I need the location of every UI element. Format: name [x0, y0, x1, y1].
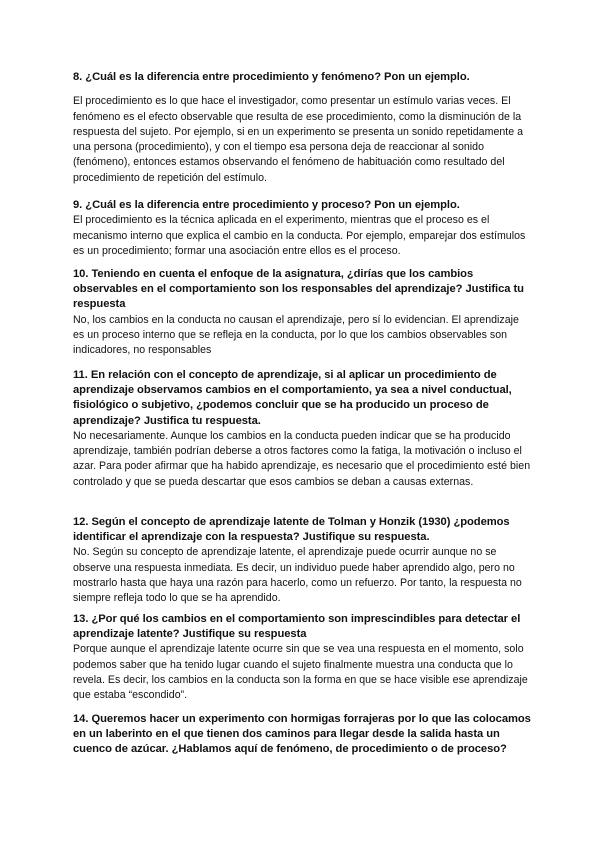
question-11: 11. En relación con el concepto de aprendizaje, si al aplicar un procedimiento de aprendizaje observamos cambios en el comportamiento, ya sea a nivel conductual, fisiológico o subjetivo, ¿podemos concluir que se ha producido un proceso de aprendizaje? Justifica tu respuesta. [73, 369, 512, 427]
question-10: 10. Teniendo en cuenta el enfoque de la asignatura, ¿dirías que los cambios observables en el comportamiento son los responsables del aprendizaje? Justifica tu respuesta [73, 268, 524, 311]
answer-13: Porque aunque el aprendizaje latente ocurre sin que se vea una respuesta en el momento, solo podemos saber que ha tenido lugar cuando el sujeto finalmente muestra una conducta que lo revela. Es decir, los cambios en la conducta son la forma en que se hace visible ese aprendizaje que estaba “escondido”. [73, 643, 528, 702]
question-block-14 [73, 712, 533, 758]
answer-11: No necesariamente. Aunque los cambios en la conducta pueden indicar que se ha producido aprendizaje, también podrían deberse a otros factores como la fatiga, la motivación o incluso el azar. Para poder afirmar que ha habido aprendizaje, es necesario que el procedimiento esté bien controlado y que se pueda descartar que esos cambios se deban a causas externas. [73, 429, 531, 488]
question-14: 14. Queremos hacer un experimento con hormigas forrajeras por lo que las colocamos en un laberinto en el que tienen dos caminos para llegar desde la salida hasta un cuenco de azúcar. ¿Hablamos aquí de fenómeno, de procedimiento o de proceso? [73, 713, 531, 756]
question-13: 13. ¿Por qué los cambios en el comportamiento son imprescindibles para detectar el aprendizaje latente? Justifique su respuesta [73, 613, 521, 641]
question-12: 12. Según el concepto de aprendizaje latente de Tolman y Honzik (1930) ¿podemos identificar el aprendizaje con la respuesta? Justifique su respuesta. [73, 516, 510, 544]
question-block-8 [73, 70, 533, 186]
question-block-12 [73, 515, 533, 607]
question-block-10 [73, 267, 533, 359]
question-9: 9. ¿Cuál es la diferencia entre procedimiento y proceso? Pon un ejemplo. [73, 199, 460, 211]
question-block-9 [73, 198, 533, 259]
answer-9: El procedimiento es la técnica aplicada en el experimento, mientras que el proceso es el mecanismo interno que explica el cambio en la conducta. Por ejemplo, emparejar dos estímulos es un procedimiento; formar una asociación entre ellos es el proceso. [73, 214, 526, 257]
question-block-13 [73, 612, 533, 704]
question-block-11 [73, 368, 533, 490]
question-8: 8. ¿Cuál es la diferencia entre procedimiento y fenómeno? Pon un ejemplo. [73, 71, 470, 83]
answer-10: No, los cambios en la conducta no causan el aprendizaje, pero sí lo evidencian. El aprendizaje es un proceso interno que se refleja en la conducta, por lo que los cambios observables son indicadores, no responsables [73, 313, 519, 357]
answer-8: El procedimiento es lo que hace el investigador, como presentar un estímulo varias veces. El fenómeno es el efecto observable que resulta de ese procedimiento, como la disminución de la respuesta del sujeto. Por ejemplo, si en un experimento se presenta un sonido repetidamente a una persona (procedimiento), y con el tiempo esa persona deja de reaccionar al sonido (fenómeno), entonces estamos observando el fenómeno de habituación como resultado del procedimiento de repetición del estímulo. [73, 95, 524, 184]
answer-12: No. Según su concepto de aprendizaje latente, el aprendizaje puede ocurrir aunque no se observe una respuesta inmediata. Es decir, un individuo puede haber aprendido algo, pero no mostrarlo hasta que haya una razón para hacerlo, como un refuerzo. Por tanto, la respuesta no siempre refleja todo lo que se ha aprendido. [73, 546, 522, 605]
